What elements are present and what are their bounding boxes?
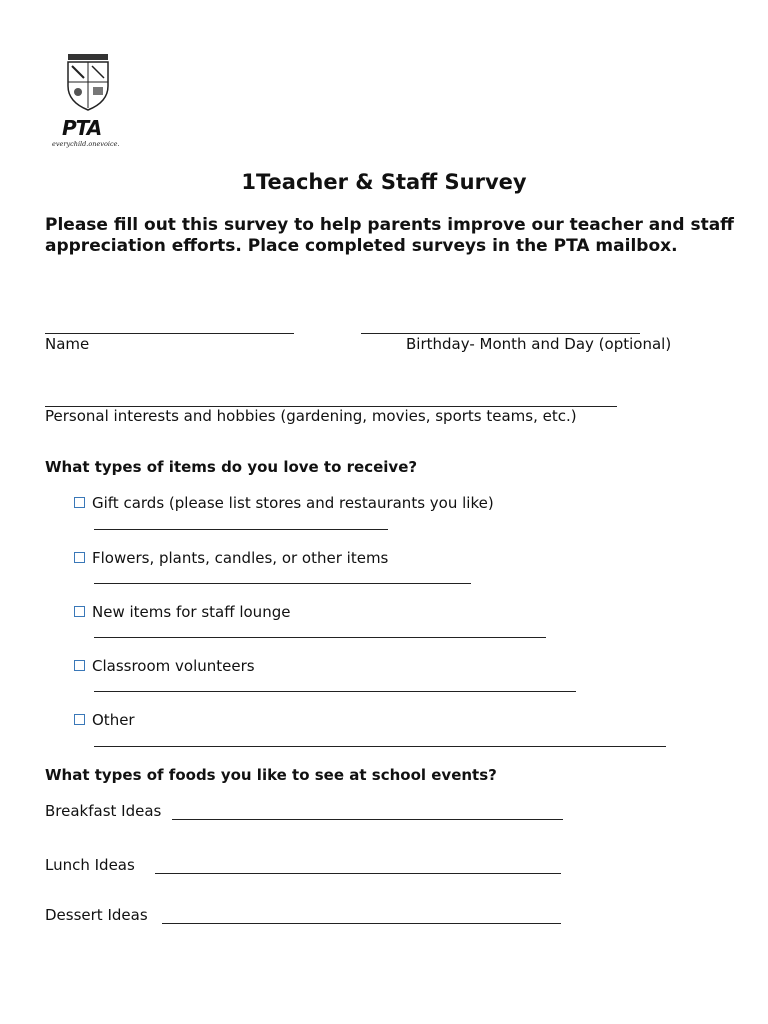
checkbox[interactable] — [74, 714, 85, 725]
name-line[interactable] — [45, 333, 294, 334]
gift-cards-line[interactable] — [94, 529, 388, 530]
checkbox[interactable] — [74, 606, 85, 617]
option-classroom-volunteers[interactable] — [74, 657, 255, 675]
option-label: Other — [92, 711, 135, 729]
breakfast-label: Breakfast Ideas — [45, 802, 162, 820]
name-label: Name — [45, 335, 90, 353]
dessert-line[interactable] — [162, 923, 561, 924]
option-label: Gift cards (please list stores and restaurants you like) — [92, 494, 494, 512]
checkbox[interactable] — [74, 552, 85, 563]
birthday-line[interactable] — [361, 333, 640, 334]
intro-text: Please fill out this survey to help parents improve our teacher and staff appreciation efforts. Place completed surveys in the PTA mailbox. — [45, 215, 734, 256]
lunch-label: Lunch Ideas — [45, 856, 135, 874]
lunch-line[interactable] — [155, 873, 561, 874]
volunteers-line[interactable] — [94, 691, 576, 692]
option-flowers[interactable] — [74, 549, 388, 567]
page-title: 1Teacher & Staff Survey — [241, 170, 527, 194]
other-line[interactable] — [94, 746, 666, 747]
checkbox[interactable] — [74, 660, 85, 671]
option-label: Flowers, plants, candles, or other items — [92, 549, 389, 567]
pta-tagline: everychild.onevoice. — [52, 140, 120, 148]
pta-logo: PTA — [62, 116, 102, 140]
option-label: New items for staff lounge — [92, 603, 291, 621]
dessert-label: Dessert Ideas — [45, 906, 148, 924]
foods-question: What types of foods you like to see at school events? — [45, 766, 497, 784]
staff-lounge-line[interactable] — [94, 637, 546, 638]
checkbox[interactable] — [74, 497, 85, 508]
items-question: What types of items do you love to receive? — [45, 458, 418, 476]
option-gift-cards[interactable] — [74, 494, 494, 512]
option-label: Classroom volunteers — [92, 657, 255, 675]
interests-label: Personal interests and hobbies (gardening, movies, sports teams, etc.) — [45, 407, 577, 425]
option-staff-lounge[interactable] — [74, 603, 290, 621]
flowers-line[interactable] — [94, 583, 471, 584]
school-crest-logo — [62, 52, 114, 112]
birthday-label: Birthday- Month and Day (optional) — [406, 335, 672, 353]
option-other[interactable] — [74, 711, 135, 729]
breakfast-line[interactable] — [172, 819, 563, 820]
